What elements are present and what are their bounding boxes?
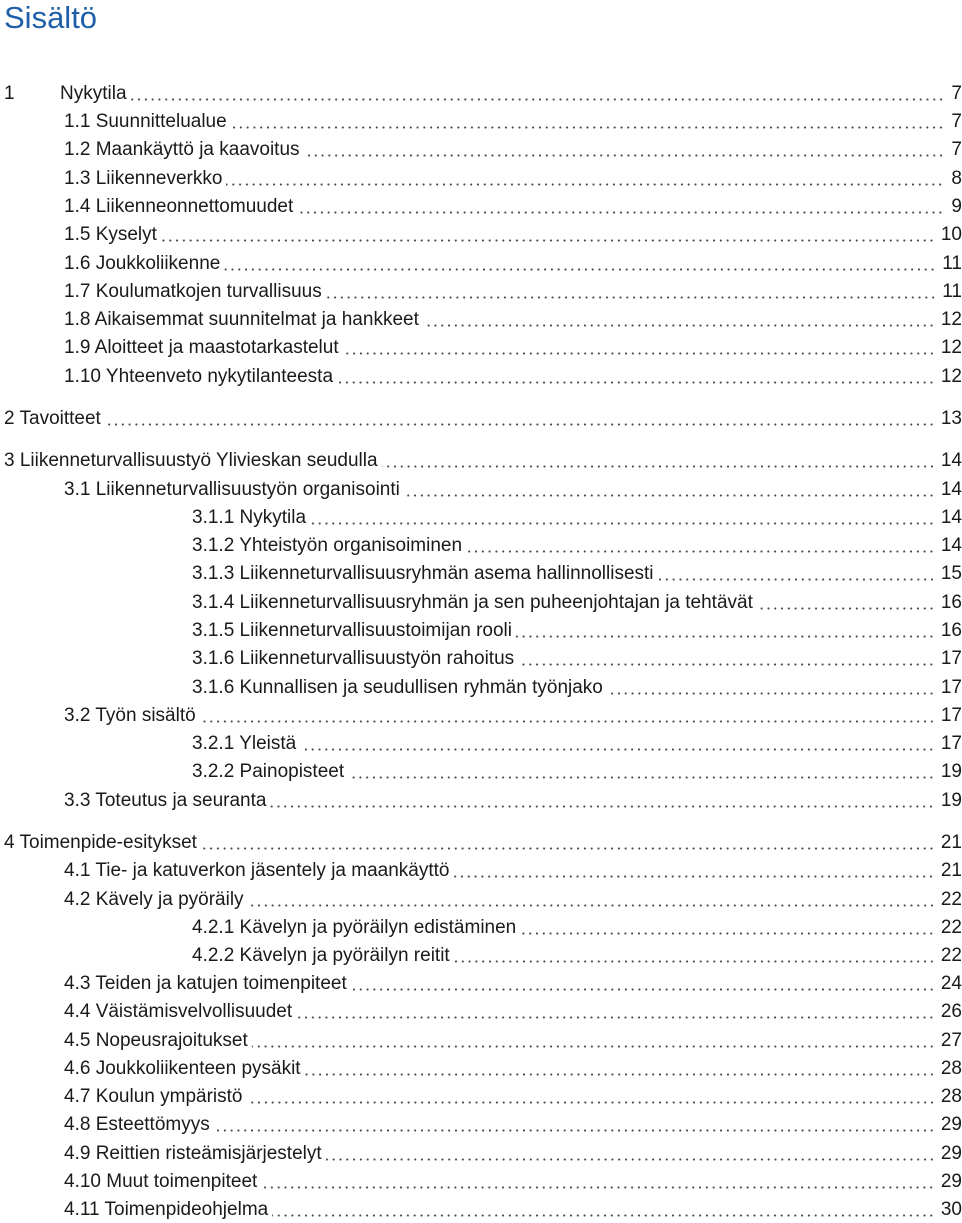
toc-entry[interactable] [0, 1139, 962, 1165]
toc-entry[interactable] [0, 404, 962, 430]
toc-page-number: 30 [940, 1199, 962, 1220]
toc-page-number: 17 [940, 705, 962, 726]
toc-page-number: 17 [940, 648, 962, 669]
dot-leader [161, 239, 935, 242]
dot-leader [214, 1129, 935, 1132]
dot-leader [326, 296, 937, 299]
toc-entry[interactable] [0, 531, 962, 557]
toc-page-number: 26 [940, 1001, 962, 1022]
dot-leader [131, 98, 944, 101]
dot-leader [607, 692, 935, 695]
dot-leader [296, 1016, 935, 1019]
toc-page-number: 15 [940, 563, 962, 584]
toc-entry[interactable] [0, 362, 962, 388]
toc-entry[interactable] [0, 503, 962, 529]
dot-leader [520, 932, 935, 935]
toc-entry[interactable] [0, 1167, 962, 1193]
toc-entry-label: 1.9 Aloitteet ja maastotarkastelut [64, 337, 339, 358]
dot-leader [404, 494, 935, 497]
dot-leader [224, 268, 936, 271]
toc-entry-label: 1.6 Joukkoliikenne [64, 253, 221, 274]
toc-entry[interactable] [0, 1195, 962, 1221]
toc-page-number: 7 [951, 139, 962, 160]
toc-entry[interactable] [0, 107, 962, 133]
toc-entry[interactable] [0, 305, 962, 331]
toc-entry-label: 1.2 Maankäyttö ja kaavoitus [64, 139, 300, 160]
toc-entry-label: 4.8 Esteettömyys [64, 1114, 210, 1135]
dot-leader [382, 465, 935, 468]
toc-entry[interactable] [0, 79, 962, 105]
toc-entry-label: 4.10 Muut toimenpiteet [64, 1171, 258, 1192]
toc-entry-label: 4.3 Teiden ja katujen toimenpiteet [64, 973, 347, 994]
toc-entry[interactable] [0, 192, 962, 218]
toc-page-number: 7 [951, 83, 962, 104]
toc-entry-number: 1 [4, 83, 15, 104]
toc-entry-label: 4.9 Reittien risteämisjärjestelyt [64, 1143, 322, 1164]
page-title: Sisältö [4, 0, 98, 35]
dot-leader [757, 607, 935, 610]
toc-entry-label: 1.5 Kyselyt [64, 224, 157, 245]
dot-leader [272, 1214, 935, 1217]
toc-entry[interactable] [0, 757, 962, 783]
toc-page-number: 29 [940, 1114, 962, 1135]
dot-leader [351, 988, 935, 991]
toc-entry-label: 3.1.6 Kunnallisen ja seudullisen ryhmän työnjako [192, 677, 603, 698]
toc-page-number: 29 [940, 1171, 962, 1192]
toc-entry[interactable] [0, 856, 962, 882]
dot-leader [518, 663, 935, 666]
toc-entry[interactable] [0, 446, 962, 472]
toc-entry-label: 4.11 Toimenpideohjelma [64, 1199, 269, 1220]
dot-leader [310, 522, 935, 525]
toc-entry[interactable] [0, 1026, 962, 1052]
dot-leader [348, 776, 935, 779]
toc-page-number: 16 [940, 592, 962, 613]
toc-page-number: 17 [940, 733, 962, 754]
toc-entry[interactable] [0, 828, 962, 854]
toc-entry-label: 3.2 Työn sisältö [64, 705, 196, 726]
toc-entry-label: 3.1.4 Liikenneturvallisuusryhmän ja sen puheenjohtajan ja tehtävät [192, 592, 753, 613]
toc-page-number: 24 [940, 973, 962, 994]
toc-entry-label: 4.6 Joukkoliikenteen pysäkit [64, 1058, 301, 1079]
toc-entry-label: 4.7 Koulun ympäristö [64, 1086, 243, 1107]
toc-entry[interactable] [0, 277, 962, 303]
toc-page-number: 29 [940, 1143, 962, 1164]
dot-leader [326, 1158, 935, 1161]
toc-entry-label: 1.10 Yhteenveto nykytilanteesta [64, 366, 334, 387]
toc-page-number: 14 [940, 450, 962, 471]
toc-entry-label: 2 Tavoitteet [4, 408, 101, 429]
toc-entry[interactable] [0, 220, 962, 246]
toc-entry-label: 3.1.2 Yhteistyön organisoiminen [192, 535, 463, 556]
toc-entry-label: 4.1 Tie- ja katuverkon jäsentely ja maankäyttö [64, 860, 450, 881]
dot-leader [300, 748, 935, 751]
toc-page-number: 7 [951, 111, 962, 132]
toc-entry[interactable] [0, 616, 962, 642]
dot-leader [337, 381, 935, 384]
toc-entry[interactable] [0, 1110, 962, 1136]
toc-entry[interactable] [0, 941, 962, 967]
toc-entry-label: 4.2.2 Kävelyn ja pyöräilyn reitit [192, 945, 450, 966]
toc-page-number: 14 [940, 479, 962, 500]
toc-page-number: 13 [940, 408, 962, 429]
toc-page-number: 12 [940, 337, 962, 358]
toc-entry-label: 1.4 Liikenneonnettomuudet [64, 196, 294, 217]
dot-leader [261, 1186, 935, 1189]
toc-entry[interactable] [0, 333, 962, 359]
dot-leader [252, 1045, 935, 1048]
toc-entry[interactable] [0, 588, 962, 614]
dot-leader [453, 875, 934, 878]
dot-leader [343, 352, 935, 355]
toc-page-number: 21 [940, 832, 962, 853]
dot-leader [466, 550, 935, 553]
toc-entry-label: 4 Toimenpide-esitykset [4, 832, 197, 853]
toc-page-number: 9 [951, 196, 962, 217]
dot-leader [305, 1073, 935, 1076]
dot-leader [297, 211, 944, 214]
toc-entry-label: 4.5 Nopeusrajoitukset [64, 1030, 248, 1051]
toc-page-number: 22 [940, 889, 962, 910]
toc-entry-label: 1.1 Suunnittelualue [64, 111, 227, 132]
toc-entry[interactable] [0, 701, 962, 727]
dot-leader [201, 847, 935, 850]
dot-leader [270, 805, 934, 808]
toc-entry[interactable] [0, 135, 962, 161]
toc-entry[interactable] [0, 164, 962, 190]
toc-entry[interactable] [0, 885, 962, 911]
dot-leader [226, 183, 944, 186]
toc-entry-label: 1.3 Liikenneverkko [64, 168, 223, 189]
toc-page-number: 28 [940, 1058, 962, 1079]
toc-entry-label: 3.1.1 Nykytila [192, 507, 307, 528]
toc-page-number: 22 [940, 945, 962, 966]
toc-entry[interactable] [0, 559, 962, 585]
dot-leader [105, 423, 935, 426]
toc-entry[interactable] [0, 997, 962, 1023]
toc-entry-label: 3 Liikenneturvallisuustyö Ylivieskan seudulla [4, 450, 378, 471]
toc-entry-label: 4.2 Kävely ja pyöräily [64, 889, 244, 910]
toc-page-number: 19 [940, 761, 962, 782]
toc-entry-label: 3.3 Toteutus ja seuranta [64, 790, 267, 811]
toc-page-number: 28 [940, 1086, 962, 1107]
toc-entry[interactable] [0, 1054, 962, 1080]
toc-page-number: 14 [940, 535, 962, 556]
toc-entry-text: Nykytila [60, 83, 127, 104]
toc-page-number: 19 [940, 790, 962, 811]
dot-leader [247, 1101, 935, 1104]
toc-page-number: 11 [942, 281, 962, 302]
toc-entry-label: 3.1.3 Liikenneturvallisuusryhmän asema hallinnollisesti [192, 563, 654, 584]
toc-page-number: 10 [940, 224, 962, 245]
toc-entry-label: 3.2.2 Painopisteet [192, 761, 345, 782]
toc-entry-label: 3.1.5 Liikenneturvallisuustoimijan rooli [192, 620, 513, 641]
toc-page-number: 21 [940, 860, 962, 881]
toc-page-number: 22 [940, 917, 962, 938]
toc-entry[interactable] [0, 475, 962, 501]
toc-page-number: 8 [951, 168, 962, 189]
toc-page-number: 17 [940, 677, 962, 698]
dot-leader [423, 324, 935, 327]
toc-page-number: 27 [940, 1030, 962, 1051]
toc-entry[interactable] [0, 644, 962, 670]
toc-entry-label: 4.2.1 Kävelyn ja pyöräilyn edistäminen [192, 917, 517, 938]
dot-leader [516, 635, 935, 638]
toc-entry[interactable] [0, 729, 962, 755]
toc-entry-label: 3.1 Liikenneturvallisuustyön organisointi [64, 479, 400, 500]
toc-entry[interactable] [0, 913, 962, 939]
dot-leader [304, 154, 944, 157]
toc-entry-label: 3.1.6 Liikenneturvallisuustyön rahoitus [192, 648, 515, 669]
toc-entry-label: 1.8 Aikaisemmat suunnitelmat ja hankkeet [64, 309, 419, 330]
dot-leader [658, 578, 935, 581]
dot-leader [248, 904, 935, 907]
dot-leader [454, 960, 935, 963]
toc-entry-label: 3.2.1 Yleistä [192, 733, 297, 754]
toc-entry[interactable] [0, 1082, 962, 1108]
toc-entry-label: 1.7 Koulumatkojen turvallisuus [64, 281, 322, 302]
toc-page-number: 16 [940, 620, 962, 641]
toc-entry[interactable] [0, 673, 962, 699]
toc-entry[interactable] [0, 786, 962, 812]
toc-page-number: 11 [942, 253, 962, 274]
toc-entry-label [4, 83, 127, 105]
toc-page-number: 12 [940, 309, 962, 330]
toc-page-number: 12 [940, 366, 962, 387]
toc-entry[interactable] [0, 249, 962, 275]
dot-leader [231, 126, 944, 129]
toc-entry[interactable] [0, 969, 962, 995]
dot-leader [200, 720, 935, 723]
toc-page-number: 14 [940, 507, 962, 528]
toc-entry-label: 4.4 Väistämisvelvollisuudet [64, 1001, 293, 1022]
